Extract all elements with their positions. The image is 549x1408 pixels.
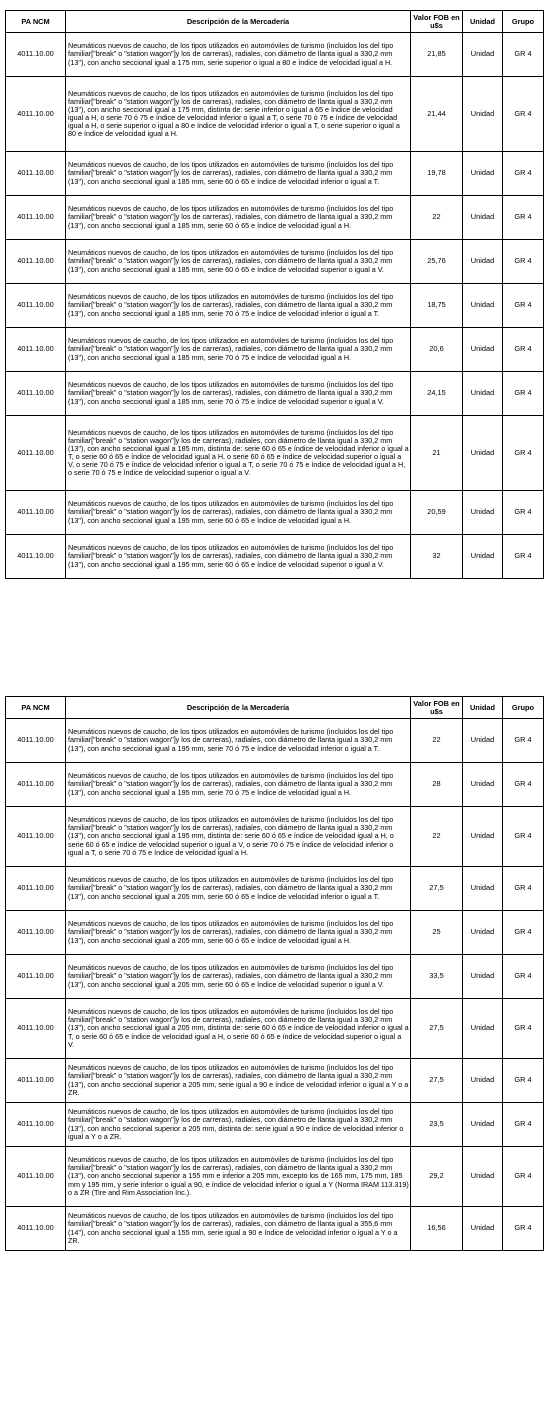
group-cell: GR 4 — [503, 1059, 544, 1103]
group-cell: GR 4 — [503, 999, 544, 1059]
ncm-cell: 4011.10.00 — [6, 372, 66, 416]
description-cell — [66, 491, 411, 535]
ncm-cell: 4011.10.00 — [6, 999, 66, 1059]
table-row — [6, 416, 544, 491]
group-cell: GR 4 — [503, 719, 544, 763]
ncm-cell: 4011.10.00 — [6, 328, 66, 372]
unit-cell: Unidad — [463, 240, 503, 284]
fob-value-cell: 16,56 — [411, 1207, 463, 1251]
description-text: Neumáticos nuevos de caucho, de los tipos utilizados en automóviles de turismo (incluidos los del tipo familiar["break" o "station wagon"]y los de carreras), radiales, con diámetro de llanta igual a 330,2 mm (13"), con ancho seccional superior a 155 mm e inferior a 205 mm, excepto los de 165 mm, 175 mm, 185 mm y 195 mm, y serie inferior o igual a 90, e índice de velocidad inferior o igual a Y (Norma IRAM 113.319) o a ZR (Tire and Rim Association Inc.). — [68, 1156, 409, 1197]
fob-value-cell: 19,78 — [411, 152, 463, 196]
description-text: Neumáticos nuevos de caucho, de los tipos utilizados en automóviles de turismo (incluidos los del tipo familiar["break" o "station wagon"]y los de carreras), radiales, con diámetro de llanta igual a 330,2 mm (13"), con ancho seccional igual a 195 mm, serie 70 ó 75 e índice de velocidad igual a H. — [68, 772, 394, 797]
ncm-cell: 4011.10.00 — [6, 196, 66, 240]
ncm-cell: 4011.10.00 — [6, 416, 66, 491]
description-text: Neumáticos nuevos de caucho, de los tipos utilizados en automóviles de turismo (incluidos los del tipo familiar["break" o "station wagon"]y los de carreras), radiales, con diámetro de llanta igual a 355,6 mm (14"), con ancho seccional igual a 155 mm, serie igual a 90 e índice de velocidad inferior o igual a Y o a ZR. — [68, 1212, 398, 1245]
group-cell: GR 4 — [503, 911, 544, 955]
ncm-cell: 4011.10.00 — [6, 152, 66, 196]
table-body — [6, 33, 544, 579]
group-cell: GR 4 — [503, 33, 544, 77]
table-row — [6, 911, 544, 955]
description-cell — [66, 372, 411, 416]
ncm-cell: 4011.10.00 — [6, 1147, 66, 1207]
description-text: Neumáticos nuevos de caucho, de los tipos utilizados en automóviles de turismo (incluidos los del tipo familiar["break" o "station wagon"]y los de carreras), radiales, con diámetro de llanta igual a 330,2 mm (13"), con ancho seccional igual a 185 mm, serie 60 ó 65 e índice de velocidad igual a H. — [68, 205, 394, 230]
group-cell: GR 4 — [503, 1207, 544, 1251]
ncm-cell: 4011.10.00 — [6, 867, 66, 911]
header-unidad: Unidad — [463, 697, 503, 719]
group-cell: GR 4 — [503, 1147, 544, 1207]
unit-cell: Unidad — [463, 763, 503, 807]
group-cell: GR 4 — [503, 77, 544, 152]
group-cell: GR 4 — [503, 372, 544, 416]
fob-value-cell: 20,6 — [411, 328, 463, 372]
table-row — [6, 284, 544, 328]
description-text: Neumáticos nuevos de caucho, de los tipos utilizados en automóviles de turismo (incluidos los del tipo familiar["break" o "station wagon"]y los de carreras), radiales, con diámetro de llanta igual a 330,2 mm (13"), con ancho seccional igual a 175 mm, serie superior o igual a 80 e índice de velocidad igual a H. — [68, 42, 394, 67]
description-cell — [66, 1147, 411, 1207]
description-text: Neumáticos nuevos de caucho, de los tipos utilizados en automóviles de turismo (incluidos los del tipo familiar["break" o "station wagon"]y los de carreras), radiales, con diámetro de llanta igual a 330,2 mm (13"), con ancho seccional superior a 205 mm, serie igual a 90 e índice de velocidad inferior o igual a Y o a ZR. — [68, 1064, 409, 1097]
fob-value-cell: 28 — [411, 763, 463, 807]
description-cell — [66, 416, 411, 491]
header-grupo: Grupo — [503, 697, 544, 719]
description-cell — [66, 1207, 411, 1251]
fob-value-cell: 32 — [411, 535, 463, 579]
tariff-table-2 — [5, 696, 544, 1251]
unit-cell: Unidad — [463, 719, 503, 763]
table-header-row — [6, 697, 544, 719]
unit-cell: Unidad — [463, 77, 503, 152]
table-row — [6, 196, 544, 240]
description-cell — [66, 763, 411, 807]
table-row — [6, 763, 544, 807]
table-header-row — [6, 11, 544, 33]
description-cell — [66, 911, 411, 955]
table-row — [6, 1103, 544, 1147]
description-text: Neumáticos nuevos de caucho, de los tipos utilizados en automóviles de turismo (incluidos los del tipo familiar["break" o "station wagon"]y los de carreras), radiales, con diámetro de llanta igual a 330,2 mm (13"), con ancho seccional igual a 195 mm, serie 60 ó 65 e índice de velocidad superior o igual a V. — [68, 544, 394, 569]
ncm-cell: 4011.10.00 — [6, 33, 66, 77]
table-body — [6, 719, 544, 1251]
header-pa-ncm: PA NCM — [6, 697, 66, 719]
table-row — [6, 535, 544, 579]
description-cell — [66, 1103, 411, 1147]
fob-value-cell: 18,75 — [411, 284, 463, 328]
fob-value-cell: 33,5 — [411, 955, 463, 999]
unit-cell: Unidad — [463, 807, 503, 867]
ncm-cell: 4011.10.00 — [6, 763, 66, 807]
unit-cell: Unidad — [463, 33, 503, 77]
header-pa-ncm: PA NCM — [6, 11, 66, 33]
table-row — [6, 491, 544, 535]
unit-cell: Unidad — [463, 1059, 503, 1103]
group-cell: GR 4 — [503, 240, 544, 284]
description-text: Neumáticos nuevos de caucho, de los tipos utilizados en automóviles de turismo (incluidos los del tipo familiar["break" o "station wagon"]y los de carreras), radiales, con diámetro de llanta igual a 330,2 mm (13"), con ancho seccional superior a 205 mm, distinta de: serie igual a 90 e índice de velocidad inferior o igual a Y o a ZR. — [68, 1108, 404, 1141]
group-cell: GR 4 — [503, 491, 544, 535]
header-unidad: Unidad — [463, 11, 503, 33]
description-cell — [66, 284, 411, 328]
tariff-table-1 — [5, 10, 544, 579]
description-text: Neumáticos nuevos de caucho, de los tipos utilizados en automóviles de turismo (incluidos los del tipo familiar["break" o "station wagon"]y los de carreras), radiales, con diámetro de llanta igual a 330,2 mm (13"), con ancho seccional igual a 205 mm, serie 60 ó 65 e índice de velocidad superior o igual a V. — [68, 964, 394, 989]
table-row — [6, 33, 544, 77]
description-text: Neumáticos nuevos de caucho, de los tipos utilizados en automóviles de turismo (incluidos los del tipo familiar["break" o "station wagon"]y los de carreras), radiales, con diámetro de llanta igual a 330,2 mm (13"), con ancho seccional igual a 205 mm, serie 60 ó 65 e índice de velocidad igual a H. — [68, 920, 394, 945]
ncm-cell: 4011.10.00 — [6, 240, 66, 284]
fob-value-cell: 20,59 — [411, 491, 463, 535]
header-descripcion: Descripción de la Mercadería — [66, 11, 411, 33]
unit-cell: Unidad — [463, 328, 503, 372]
fob-value-cell: 22 — [411, 196, 463, 240]
header-descripcion: Descripción de la Mercadería — [66, 697, 411, 719]
description-text: Neumáticos nuevos de caucho, de los tipos utilizados en automóviles de turismo (incluidos los del tipo familiar["break" o "station wagon"]y los de carreras), radiales, con diámetro de llanta igual a 330,2 mm (13"), con ancho seccional igual a 175 mm, distinta de: serie inferior o igual a 65 e índice de velocidad igual a H, o serie 70 ó 75 e índice de velocidad inferior o igual a T, o serie 70 ó 75 e índice de velocidad igual a H, o serie superior o igual a 80 e índice de velocidad inferior o igual a T, o serie superior o igual a 80 e índice de velocidad igual a H. — [68, 89, 400, 139]
description-text: Neumáticos nuevos de caucho, de los tipos utilizados en automóviles de turismo (incluidos los del tipo familiar["break" o "station wagon"]y los de carreras), radiales, con diámetro de llanta igual a 330,2 mm (13"), con ancho seccional igual a 195 mm, distinta de: serie 60 ó 65 e índice de velocidad igual a H, o serie 60 ó 65 e índice de velocidad superior o igual a V, o serie 70 ó 75 e índice de velocidad inferior o igual a T, o serie 70 ó 75 e índice de velocidad igual a H. — [68, 816, 394, 857]
unit-cell: Unidad — [463, 955, 503, 999]
table-row — [6, 328, 544, 372]
description-text: Neumáticos nuevos de caucho, de los tipos utilizados en automóviles de turismo (incluidos los del tipo familiar["break" o "station wagon"]y los de carreras), radiales, con diámetro de llanta igual a 330,2 mm (13"), con ancho seccional igual a 205 mm, serie 60 ó 65 e índice de velocidad inferior o igual a T. — [68, 876, 394, 901]
table-row — [6, 372, 544, 416]
group-cell: GR 4 — [503, 535, 544, 579]
description-cell — [66, 196, 411, 240]
description-text: Neumáticos nuevos de caucho, de los tipos utilizados en automóviles de turismo (incluidos los del tipo familiar["break" o "station wagon"]y los de carreras), radiales, con diámetro de llanta igual a 330,2 mm (13"), con ancho seccional igual a 185 mm, serie 70 ó 75 e índice de velocidad igual a H. — [68, 337, 394, 362]
description-cell — [66, 77, 411, 152]
description-text: Neumáticos nuevos de caucho, de los tipos utilizados en automóviles de turismo (incluidos los del tipo familiar["break" o "station wagon"]y los de carreras), radiales, con diámetro de llanta igual a 330,2 mm (13"), con ancho seccional igual a 195 mm, serie 60 ó 65 e índice de velocidad igual a H. — [68, 500, 394, 525]
fob-value-cell: 22 — [411, 807, 463, 867]
ncm-cell: 4011.10.00 — [6, 491, 66, 535]
fob-value-cell: 27,5 — [411, 999, 463, 1059]
description-text: Neumáticos nuevos de caucho, de los tipos utilizados en automóviles de turismo (incluidos los del tipo familiar["break" o "station wagon"]y los de carreras), radiales, con diámetro de llanta igual a 330,2 mm (13"), con ancho seccional igual a 195 mm, serie 70 ó 75 e índice de velocidad inferior o igual a T. — [68, 728, 394, 753]
description-cell — [66, 328, 411, 372]
group-cell: GR 4 — [503, 196, 544, 240]
description-text: Neumáticos nuevos de caucho, de los tipos utilizados en automóviles de turismo (incluidos los del tipo familiar["break" o "station wagon"]y los de carreras), radiales, con diámetro de llanta igual a 330,2 mm (13"), con ancho seccional igual a 185 mm, serie 60 ó 65 e índice de velocidad inferior o igual a T. — [68, 161, 394, 186]
unit-cell: Unidad — [463, 1147, 503, 1207]
table-row — [6, 807, 544, 867]
description-text: Neumáticos nuevos de caucho, de los tipos utilizados en automóviles de turismo (incluidos los del tipo familiar["break" o "station wagon"]y los de carreras), radiales, con diámetro de llanta igual a 330,2 mm (13"), con ancho seccional igual a 185 mm, distinta de: serie 60 ó 65 e índice de velocidad inferior o igual a T, o serie 60 ó 65 e índice de velocidad igual a H, o serie 60 ó 65 e índice de velocidad superior o igual a V, o serie 70 ó 75 e índice de velocidad inferior o igual a T, o serie 70 ó 75 e índice de velocidad igual a H, o serie 70 ó 75 e índice de velocidad superior o igual a V. — [68, 428, 409, 478]
table-row — [6, 999, 544, 1059]
unit-cell: Unidad — [463, 372, 503, 416]
fob-value-cell: 23,5 — [411, 1103, 463, 1147]
group-cell: GR 4 — [503, 416, 544, 491]
group-cell: GR 4 — [503, 867, 544, 911]
fob-value-cell: 22 — [411, 719, 463, 763]
table-row — [6, 719, 544, 763]
fob-value-cell: 21 — [411, 416, 463, 491]
unit-cell: Unidad — [463, 911, 503, 955]
description-text: Neumáticos nuevos de caucho, de los tipos utilizados en automóviles de turismo (incluidos los del tipo familiar["break" o "station wagon"]y los de carreras), radiales, con diámetro de llanta igual a 330,2 mm (13"), con ancho seccional igual a 205 mm, distinta de: serie 60 ó 65 e índice de velocidad inferior o igual a T, o serie 60 ó 65 e índice de velocidad igual a H, o serie 60 ó 65 e índice de velocidad superior o igual a V. — [68, 1008, 409, 1049]
unit-cell: Unidad — [463, 284, 503, 328]
description-text: Neumáticos nuevos de caucho, de los tipos utilizados en automóviles de turismo (incluidos los del tipo familiar["break" o "station wagon"]y los de carreras), radiales, con diámetro de llanta igual a 330,2 mm (13"), con ancho seccional igual a 185 mm, serie 70 ó 75 e índice de velocidad inferior o igual a T. — [68, 293, 394, 318]
group-cell: GR 4 — [503, 1103, 544, 1147]
group-cell: GR 4 — [503, 328, 544, 372]
unit-cell: Unidad — [463, 1207, 503, 1251]
table-row — [6, 1207, 544, 1251]
group-cell: GR 4 — [503, 807, 544, 867]
fob-value-cell: 21,85 — [411, 33, 463, 77]
description-text: Neumáticos nuevos de caucho, de los tipos utilizados en automóviles de turismo (incluidos los del tipo familiar["break" o "station wagon"]y los de carreras), radiales, con diámetro de llanta igual a 330,2 mm (13"), con ancho seccional igual a 185 mm, serie 60 ó 65 e índice de velocidad superior o igual a V. — [68, 249, 394, 274]
table-row — [6, 1059, 544, 1103]
ncm-cell: 4011.10.00 — [6, 807, 66, 867]
fob-value-cell: 24,15 — [411, 372, 463, 416]
ncm-cell: 4011.10.00 — [6, 911, 66, 955]
description-cell — [66, 152, 411, 196]
unit-cell: Unidad — [463, 152, 503, 196]
description-cell — [66, 1059, 411, 1103]
fob-value-cell: 27,5 — [411, 867, 463, 911]
header-valor-fob: Valor FOB en u$s — [411, 697, 463, 719]
table-row — [6, 955, 544, 999]
fob-value-cell: 21,44 — [411, 77, 463, 152]
description-cell — [66, 33, 411, 77]
fob-value-cell: 29,2 — [411, 1147, 463, 1207]
description-cell — [66, 240, 411, 284]
description-cell — [66, 719, 411, 763]
unit-cell: Unidad — [463, 491, 503, 535]
unit-cell: Unidad — [463, 867, 503, 911]
ncm-cell: 4011.10.00 — [6, 719, 66, 763]
description-cell — [66, 867, 411, 911]
unit-cell: Unidad — [463, 1103, 503, 1147]
header-valor-fob: Valor FOB en u$s — [411, 11, 463, 33]
table-row — [6, 1147, 544, 1207]
table-row — [6, 152, 544, 196]
fob-value-cell: 27,5 — [411, 1059, 463, 1103]
ncm-cell: 4011.10.00 — [6, 1207, 66, 1251]
fob-value-cell: 25 — [411, 911, 463, 955]
description-text: Neumáticos nuevos de caucho, de los tipos utilizados en automóviles de turismo (incluidos los del tipo familiar["break" o "station wagon"]y los de carreras), radiales, con diámetro de llanta igual a 330,2 mm (13"), con ancho seccional igual a 185 mm, serie 70 ó 75 e índice de velocidad superior o igual a V. — [68, 381, 394, 406]
unit-cell: Unidad — [463, 416, 503, 491]
group-cell: GR 4 — [503, 955, 544, 999]
header-grupo: Grupo — [503, 11, 544, 33]
fob-value-cell: 25,76 — [411, 240, 463, 284]
description-cell — [66, 955, 411, 999]
ncm-cell: 4011.10.00 — [6, 535, 66, 579]
ncm-cell: 4011.10.00 — [6, 955, 66, 999]
unit-cell: Unidad — [463, 196, 503, 240]
unit-cell: Unidad — [463, 999, 503, 1059]
description-cell — [66, 807, 411, 867]
table-row — [6, 240, 544, 284]
group-cell: GR 4 — [503, 284, 544, 328]
ncm-cell: 4011.10.00 — [6, 77, 66, 152]
ncm-cell: 4011.10.00 — [6, 284, 66, 328]
table-row — [6, 77, 544, 152]
description-cell — [66, 999, 411, 1059]
ncm-cell: 4011.10.00 — [6, 1103, 66, 1147]
ncm-cell: 4011.10.00 — [6, 1059, 66, 1103]
group-cell: GR 4 — [503, 152, 544, 196]
unit-cell: Unidad — [463, 535, 503, 579]
description-cell — [66, 535, 411, 579]
group-cell: GR 4 — [503, 763, 544, 807]
table-row — [6, 867, 544, 911]
